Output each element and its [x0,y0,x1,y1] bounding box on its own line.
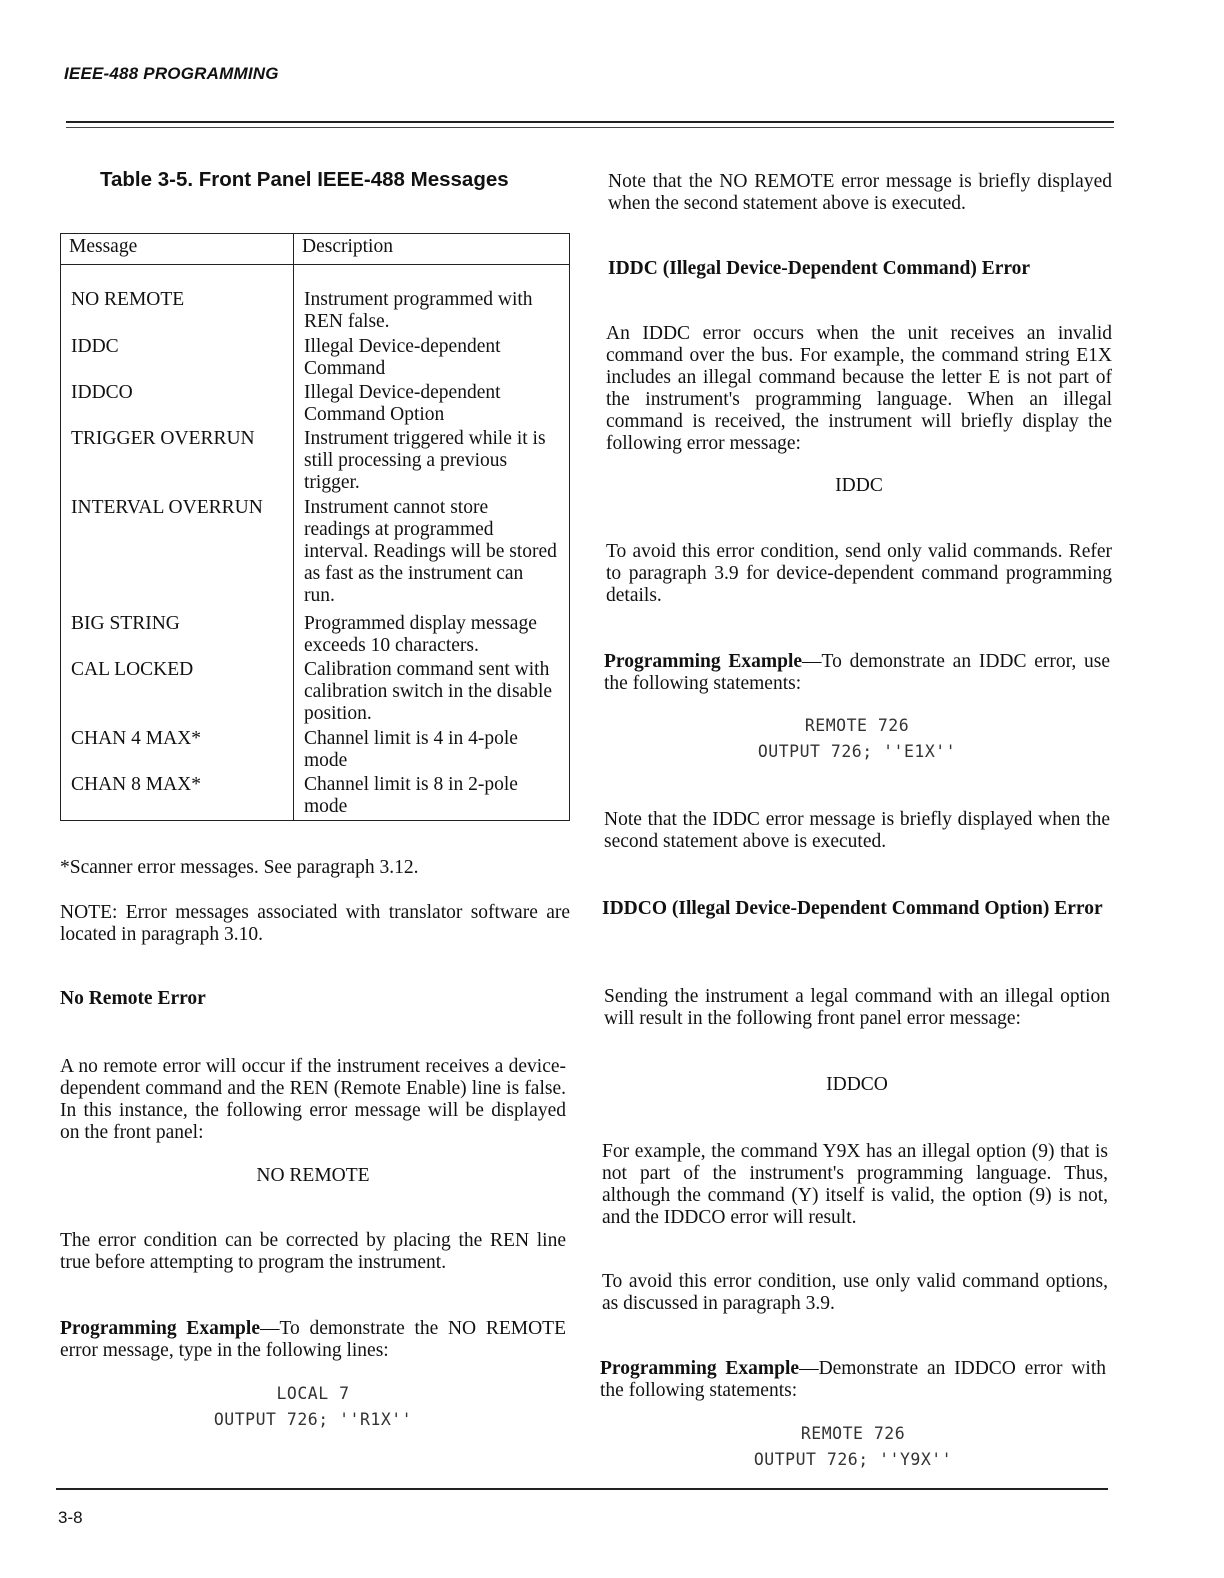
message-cell: IDDC [61,336,294,382]
column-header-description: Description [294,234,570,265]
description-cell: Channel limit is 4 in 4-pole mode [304,727,518,771]
code-line: REMOTE 726 [804,716,910,735]
header-rule-thin [66,127,1114,128]
description-cell: Instrument cannot store readings at programmed interval. Readings will be stored as fast as the instrument can run. [304,497,557,607]
example-label: Programming Example [604,651,803,672]
page-number: 3-8 [58,1508,83,1527]
header-rule [66,121,1114,123]
description-cell: Calibration command sent with calibration switch in the disable position. [304,658,553,724]
table-note: NOTE: Error messages associated with translator software are located in paragraph 3.10. [60,902,570,945]
description-cell: Programmed display message exceeds 10 characters. [304,612,537,656]
no-remote-display: NO REMOTE [256,1165,370,1186]
iddco-avoid-paragraph: To avoid this error condition, use only valid command options, as discussed in paragraph 3.9. [602,1271,1108,1314]
description-cell: Instrument programmed with REN false. [304,289,533,332]
code-line: OUTPUT 726; ''Y9X'' [753,1450,953,1469]
message-cell: NO REMOTE [61,265,294,337]
example-text: —To demonstrate an IDDC error, use the following statements: [604,651,1110,694]
table-title: Table 3-5. Front Panel IEEE-488 Messages [100,168,509,191]
table-row [61,265,570,337]
code-line: REMOTE 726 [800,1424,906,1443]
message-cell: CAL LOCKED [61,659,294,728]
iddc-example-paragraph [604,651,1110,695]
messages-table [60,233,570,821]
iddc-paragraph: An IDDC error occurs when the unit receives an invalid command over the bus. For example, the command string E1X includes an illegal command because the letter E is not part of the instrument's programming language. When an illegal command is received, the instrument will briefly display the following error message: [606,323,1112,454]
message-cell: INTERVAL OVERRUN [61,497,294,612]
table-row [61,659,570,728]
code-line: OUTPUT 726; ''E1X'' [757,742,957,761]
message-cell: BIG STRING [61,613,294,659]
table-row [61,382,570,428]
code-line: LOCAL 7 [276,1384,350,1403]
description-cell: Illegal Device-dependent Command Option [304,382,501,426]
example-label: Programming Example [60,1318,260,1339]
table-row [61,728,570,774]
iddco-example-paragraph [600,1358,1106,1402]
message-cell: IDDCO [61,382,294,428]
example-text: —To demonstrate the NO REMOTE error message, type in the following lines: [60,1318,566,1361]
iddc-note: Note that the IDDC error message is briefly displayed when the second statement above is executed. [604,809,1110,852]
no-remote-example-paragraph [60,1318,566,1362]
column-header-message: Message [61,234,294,265]
code-line: OUTPUT 726; ''R1X'' [213,1410,413,1429]
table-row [61,613,570,659]
no-remote-correction-paragraph: The error condition can be corrected by placing the REN line true before attempting to program the instrument. [60,1230,566,1273]
iddco-heading: IDDCO (Illegal Device-Dependent Command Option) Error [602,898,1103,919]
description-cell: Channel limit is 8 in 2-pole mode [304,773,518,817]
iddc-heading: IDDC (Illegal Device-Dependent Command) Error [608,258,1031,279]
description-cell: Illegal Device-dependent Command [304,336,501,380]
message-cell: CHAN 4 MAX* [61,728,294,774]
table-row [61,497,570,612]
no-remote-paragraph: A no remote error will occur if the instrument receives a device-dependent command and the REN (Remote Enable) line is false. In this instance, the following error message will be displayed on the front panel: [60,1056,566,1143]
iddco-example-explanation: For example, the command Y9X has an illegal option (9) that is not part of the instrument's programming language. Thus, although the command (Y) itself is valid, the option (9) is not, and the IDDCO error will result. [602,1141,1108,1228]
example-label: Programming Example [600,1358,800,1379]
table-footnote: *Scanner error messages. See paragraph 3.12. [60,857,419,878]
table-row [61,774,570,821]
table-row [61,428,570,497]
example-text: —Demonstrate an IDDCO error with the following statements: [600,1358,1106,1401]
description-cell: Instrument triggered while it is still processing a previous trigger. [304,428,546,494]
iddco-display: IDDCO [826,1074,888,1095]
message-cell: CHAN 8 MAX* [61,774,294,821]
footer-rule [56,1488,1108,1490]
no-remote-note: Note that the NO REMOTE error message is briefly displayed when the second statement above is executed. [608,171,1112,214]
no-remote-heading: No Remote Error [60,988,206,1009]
table-header-row [61,234,570,265]
iddc-avoid-paragraph: To avoid this error condition, send only valid commands. Refer to paragraph 3.9 for device-dependent command programming details. [606,541,1112,606]
iddc-display: IDDC [835,475,883,496]
table-row [61,336,570,382]
message-cell: TRIGGER OVERRUN [61,428,294,497]
iddco-paragraph: Sending the instrument a legal command with an illegal option will result in the following front panel error message: [604,986,1110,1029]
running-header: IEEE-488 PROGRAMMING [64,64,279,83]
